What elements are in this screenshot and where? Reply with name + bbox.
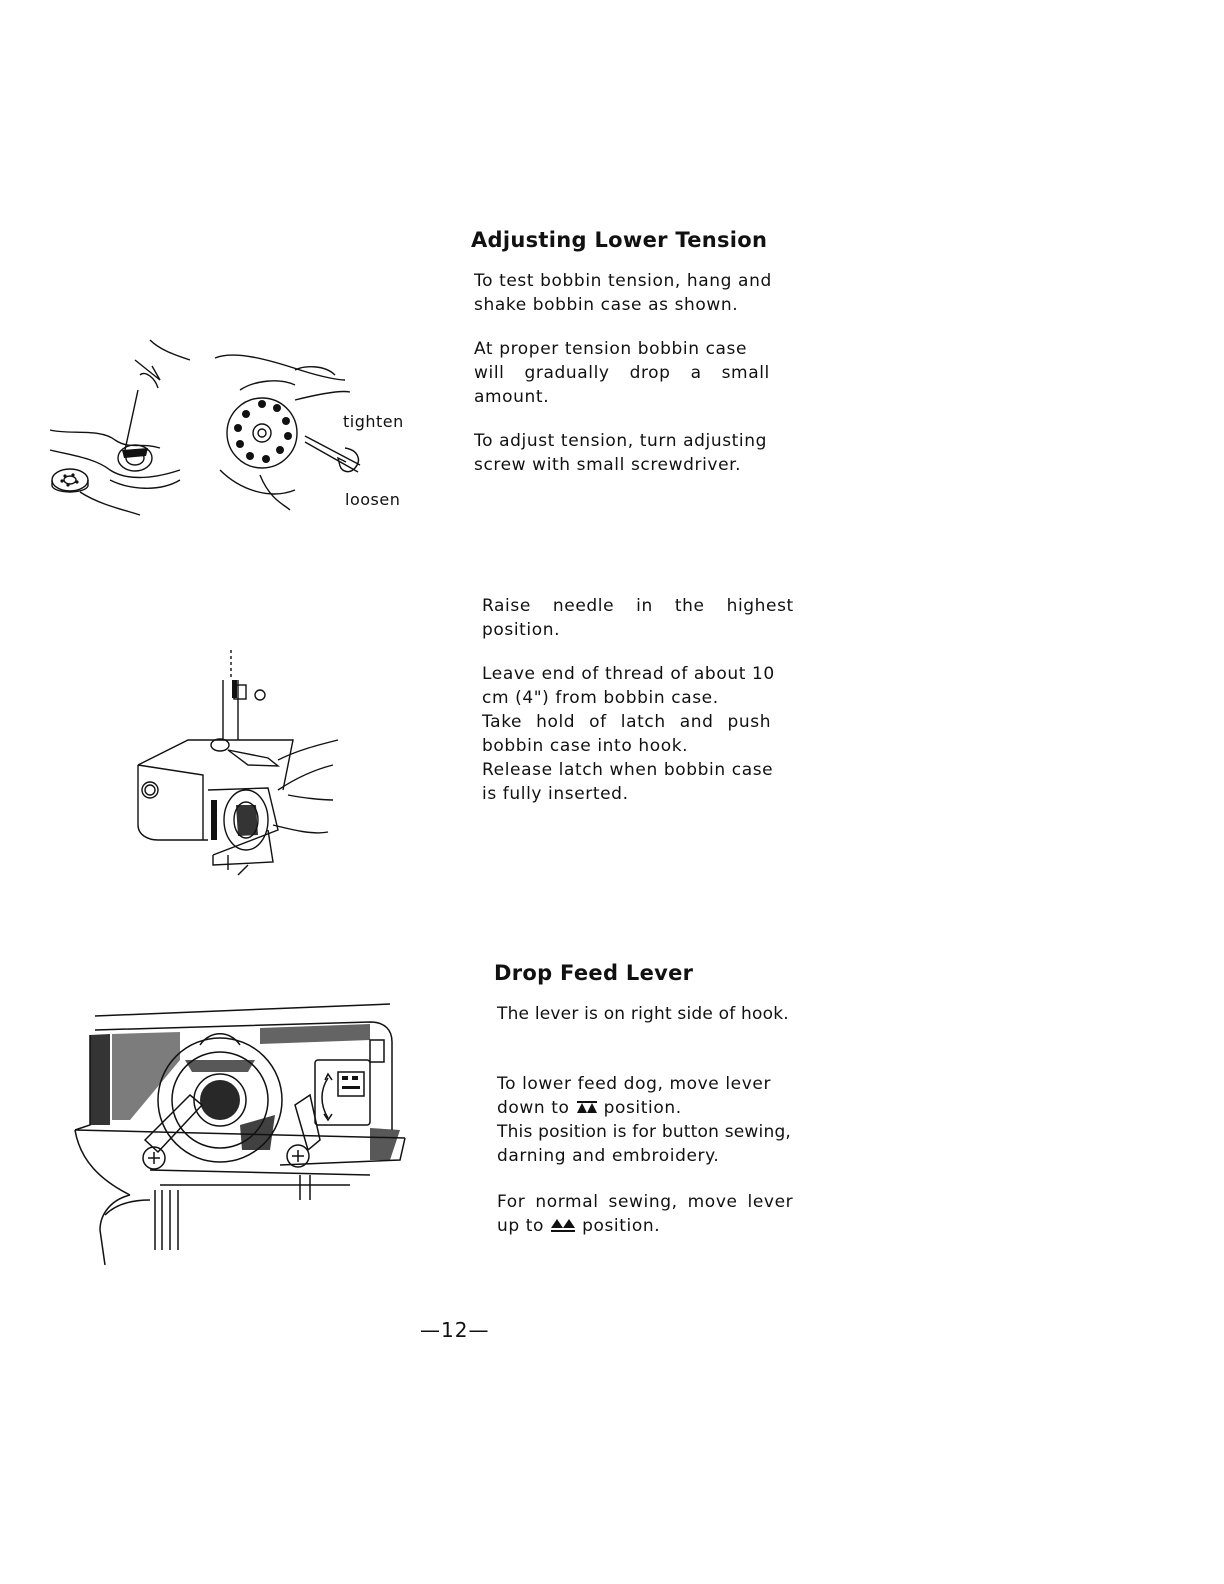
text-line: darning and embroidery. (497, 1146, 720, 1166)
section3-paragraph-3 (497, 1190, 827, 1238)
section3-text (497, 1002, 827, 1260)
text-line: cm (4") from bobbin case. (482, 688, 719, 708)
text-line: To test bobbin tension, hang and (474, 271, 772, 291)
section2-paragraph-2 (482, 662, 812, 806)
text-line: screw with small screwdriver. (474, 455, 742, 475)
loosen-label: loosen (345, 490, 401, 509)
tighten-label: tighten (343, 412, 404, 431)
section1-paragraph-1 (474, 269, 814, 317)
section1-text (474, 269, 814, 499)
section3-paragraph-1 (497, 1002, 827, 1026)
text-line: To adjust tension, turn adjusting (474, 431, 768, 451)
text-line: Take hold of latch and push (482, 712, 772, 732)
text-line: position. (482, 620, 561, 640)
section3-heading: Drop Feed Lever (494, 961, 694, 985)
text-line (497, 1096, 827, 1120)
feed-dog-raised-icon (550, 1217, 576, 1233)
text-fragment: position. (582, 1216, 661, 1236)
feed-dog-lowered-icon (576, 1099, 598, 1115)
section2-paragraph-1 (482, 594, 812, 642)
section1-paragraph-3 (474, 429, 814, 477)
text-line: bobbin case into hook. (482, 736, 689, 756)
page-number: —12— (420, 1318, 490, 1342)
bobbin-tension-illustration (40, 330, 370, 520)
text-line: At proper tension bobbin case (474, 339, 748, 359)
text-line: will gradually drop a small (474, 363, 770, 383)
text-line: The lever is on right side of hook. (497, 1004, 789, 1024)
text-line: Leave end of thread of about 10 (482, 664, 775, 684)
text-line: shake bobbin case as shown. (474, 295, 739, 315)
section3-paragraph-2 (497, 1072, 827, 1168)
bobbin-insert-illustration (128, 640, 348, 880)
section2-text (482, 594, 812, 828)
text-fragment: up to (497, 1216, 545, 1236)
drop-feed-lever-illustration (70, 1000, 410, 1275)
text-fragment: position. (603, 1098, 682, 1118)
text-line: is fully inserted. (482, 784, 629, 804)
text-line (497, 1214, 827, 1238)
text-line: To lower feed dog, move lever (497, 1074, 772, 1094)
text-line: This position is for button sewing, (497, 1122, 792, 1142)
text-line: Release latch when bobbin case (482, 760, 774, 780)
text-fragment: down to (497, 1098, 570, 1118)
text-line: amount. (474, 387, 550, 407)
section1-heading: Adjusting Lower Tension (471, 228, 768, 252)
text-line: Raise needle in the highest (482, 596, 794, 616)
section1-paragraph-2 (474, 337, 814, 409)
text-line: For normal sewing, move lever (497, 1192, 794, 1212)
